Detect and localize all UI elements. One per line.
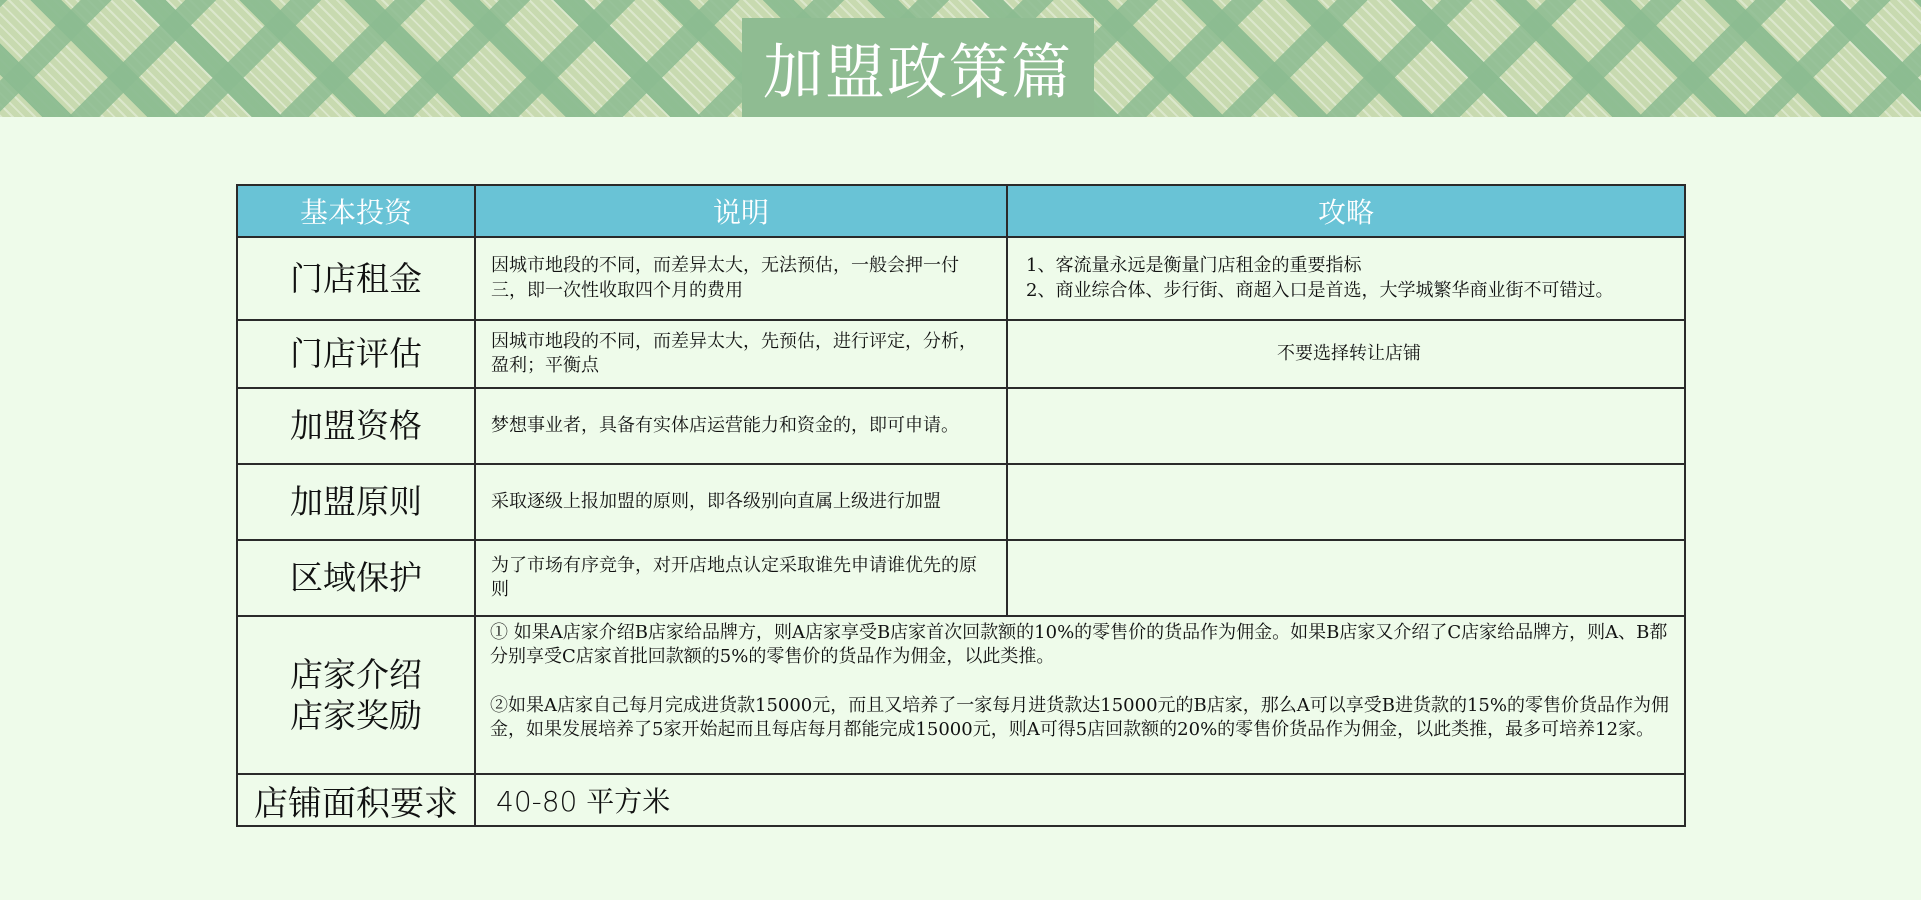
column-header-strategy: 攻略 [1007,185,1685,237]
page-title-box [742,18,1094,117]
row-strategy-qualification [1007,388,1685,464]
table-row [237,320,1685,388]
row-label-principle: 加盟原则 [237,464,475,540]
row-description-protection: 为了市场有序竞争，对开店地点认定采取谁先申请谁优先的原则 [475,540,1007,616]
row-label-qualification: 加盟资格 [237,388,475,464]
row-description-assessment: 因城市地段的不同，而差异太大，先预估，进行评定，分析，盈利；平衡点 [475,320,1007,388]
table-row [237,540,1685,616]
row-description-principle: 采取逐级上报加盟的原则，即各级别向直属上级进行加盟 [475,464,1007,540]
strategy-line: 1、客流量永远是衡量门店租金的重要指标 [1026,255,1362,277]
row-strategy-rent [1007,237,1685,320]
table-row-referral [237,616,1685,774]
row-label-protection: 区域保护 [237,540,475,616]
column-header-description: 说明 [475,185,1007,237]
table-row [237,237,1685,320]
table-row [237,464,1685,540]
row-strategy-protection [1007,540,1685,616]
row-strategy-assessment: 不要选择转让店铺 [1007,320,1685,388]
referral-details [475,616,1685,774]
table-header-row [237,185,1685,237]
referral-label-line: 店家介绍 [290,654,422,694]
table-row-area [237,774,1685,826]
row-label-assessment: 门店评估 [237,320,475,388]
strategy-line: 2、商业综合体、步行街、商超入口是首选，大学城繁华商业街不可错过。 [1026,279,1614,301]
row-label-referral [237,616,475,774]
area-value: 40-80 平方米 [475,774,1685,826]
row-strategy-principle [1007,464,1685,540]
row-description-qualification: 梦想事业者，具备有实体店运营能力和资金的，即可申请。 [475,388,1007,464]
reward-label-line: 店家奖励 [290,696,422,735]
table-row [237,388,1685,464]
referral-paragraph-2: ②如果A店家自己每月完成进货款15000元，而且又培养了一家每月进货款达15000元的B店家，那么A可以享受B进货款的15%的零售价货品作为佣金，如果发展培养了5家开始起而且每店每月都能完成15000元，则A可得5店回款额的20%的零售价货品作为佣金，以此类推，最多可培养12家。 [490,694,1669,740]
row-description-rent: 因城市地段的不同，而差异太大，无法预估，一般会押一付三，即一次性收取四个月的费用 [475,237,1007,320]
row-label-area: 店铺面积要求 [237,774,475,826]
row-label-rent: 门店租金 [237,237,475,320]
page-title: 加盟政策篇 [763,37,1073,108]
column-header-investment: 基本投资 [237,185,475,237]
franchise-policy-table [236,184,1686,827]
referral-paragraph-1: ① 如果A店家介绍B店家给品牌方，则A店家享受B店家首次回款额的10%的零售价的货品作为佣金。如果B店家又介绍了C店家给品牌方，则A、B都分别享受C店家首批回款额的5%的零售价的货品作为佣金，以此类推。 [490,622,1668,668]
